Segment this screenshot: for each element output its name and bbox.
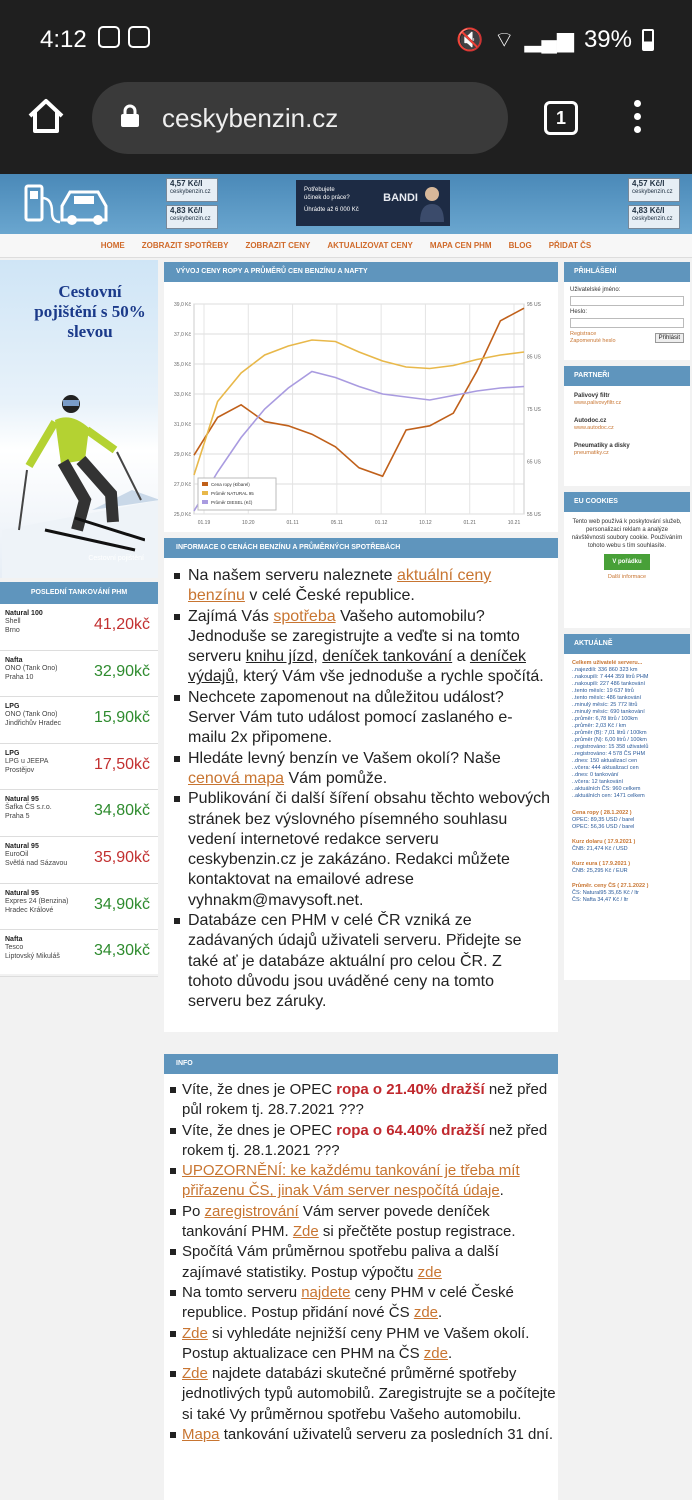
y-tick-label: 39,0 Kč (174, 302, 191, 308)
username-label: Uživatelské jméno: (570, 287, 621, 293)
list-item: Víte, že dnes je OPEC ropa o 21.40% dražší než před půl rokem tj. 28.7.2021 ??? (182, 1080, 558, 1121)
fuel-price: 34,80kč (93, 802, 150, 820)
ad-line: účinek do práce? (304, 195, 350, 201)
station-name: LPG u JEEPA (5, 757, 49, 765)
station-city: Praha 5 (5, 813, 30, 821)
fuel-price: 34,90kč (93, 895, 150, 913)
lock-icon (120, 104, 140, 128)
right-sidebar (564, 262, 690, 986)
station-city: Prostějov (5, 766, 35, 774)
stat-line: ..tento měsíc: 486 tankování (572, 695, 642, 701)
mini-price-widget[interactable]: 4,57 Kč/l ceskybenzin.cz (166, 178, 218, 202)
usd-rate: ČNB: 21,474 Kč / USD (572, 846, 628, 852)
price-map-link[interactable]: cenová mapa (188, 769, 285, 787)
x-tick-label: 10.20 (242, 520, 255, 526)
web-page (0, 174, 692, 1500)
y2-tick-label: 95 US (527, 302, 541, 308)
station-name: ONO (Tank Ono) (5, 664, 58, 672)
chart-title: VÝVOJ CENY ROPY A PRŮMĚRŮ CEN BENZÍNU A NAFTY (164, 262, 558, 282)
cookies-accept-button[interactable]: V pořádku (604, 554, 650, 570)
browser-toolbar (0, 82, 692, 174)
list-item: Na našem serveru naleznete aktuální ceny benzínu v celé České republice. (188, 566, 550, 607)
fuel-price: 17,50kč (93, 755, 150, 773)
current-stats-title: AKTUÁLNĚ (564, 634, 690, 654)
list-item: Na tomto serveru najdete ceny PHM v celé České republice. Postup přidání nové ČS zde. (182, 1283, 558, 1324)
stat-line: ..průměr: 2,03 Kč / km (572, 723, 627, 729)
mute-icon: 🔇 (456, 27, 484, 52)
stats-head: Celkem uživatelé serveru... (572, 660, 643, 666)
password-label: Heslo: (570, 309, 588, 315)
x-tick-label: 10.21 (507, 520, 521, 526)
list-item: Publikování či další šíření obsahu těchto webových stránek bez výslovného písemného souhlasu vedení internetové redakce serveru ceskybenzin.cz je zakázáno. Redakci můžete kontaktovat na emailové adrese vyhnakm@mavysoft.net. (188, 789, 550, 911)
refuel-row[interactable] (0, 697, 158, 744)
register-link[interactable]: Registrace (570, 331, 597, 337)
fuel-type: Natural 95 (5, 796, 39, 804)
avg-price-head: Průměr. ceny ČS ( 27.1.2022 ) (572, 883, 649, 889)
signal-icon: ▂▄▆ (524, 27, 574, 52)
registration-guide-link[interactable]: Zde (292, 1223, 319, 1241)
ad-line: Úhrádte až 6 000 Kč (304, 207, 359, 213)
tab-count-button[interactable]: 1 (544, 101, 578, 135)
fuel-type: Nafta (5, 656, 23, 664)
stat-line: ..dnes: 0 tankování (572, 772, 619, 778)
consumption-db-link[interactable]: Zde (182, 1365, 208, 1383)
info-news-list (164, 1074, 558, 1445)
cookies-text: Tento web používá k poskytování služeb, personalizaci reklam a analýze návštěvnosti soubory cookie. Používáním tohoto webu s tím souhlasíte. (571, 519, 683, 549)
refuel-row[interactable] (0, 744, 158, 791)
info-list (164, 558, 558, 1013)
stat-line: ..minulý měsíc: 25 772 litrů (572, 702, 638, 708)
add-station-guide-link[interactable]: zde (413, 1304, 438, 1322)
fuel-price: 32,90kč (93, 662, 150, 680)
y2-tick-label: 85 US (527, 354, 541, 361)
list-item: Zde si vyhledáte nejnižší ceny PHM ve Vašem okolí. Postup aktualizace cen PHM na ČS zde. (182, 1324, 558, 1365)
nav-home[interactable]: HOME (100, 241, 125, 250)
address-bar[interactable] (92, 82, 508, 154)
stat-line: ..průměr (B): 7,01 litrů / 100km (572, 730, 647, 736)
stat-line: ..včera: 444 aktualizací cen (572, 765, 639, 771)
nav-blog[interactable]: BLOG (508, 241, 532, 250)
info-news-panel (164, 1054, 558, 1500)
refuel-map-link[interactable]: Mapa (182, 1426, 220, 1444)
x-tick-label: 10.12 (419, 520, 432, 526)
ad-brand: Cestovní pojištění (88, 555, 144, 562)
station-city: Jindřichův Hradec (5, 720, 62, 728)
list-item: Po zaregistrování Vám server povede deníček tankování PHM. Zde si přečtěte postup registrace. (182, 1202, 558, 1243)
login-title: PŘIHLÁŠENÍ (564, 262, 690, 282)
nav-mapa-cen[interactable]: MAPA CEN PHM (429, 241, 492, 250)
ad-line: Potřebujete (304, 187, 335, 193)
legend-label: Cena ropy (€/barel) (211, 482, 250, 487)
battery-icon (642, 29, 654, 51)
partner-item[interactable]: Autodoc.cz (574, 418, 607, 424)
cookies-more-link[interactable]: Další informace (607, 574, 647, 580)
y2-tick-label: 55 US (527, 512, 541, 518)
forgot-password-link[interactable]: Zapomenuté heslo (570, 338, 616, 344)
eur-rate: ČNB: 25,295 Kč / EUR (572, 868, 628, 874)
station-name: Shell (5, 618, 21, 625)
station-name: Tesco (5, 944, 24, 952)
update-guide-link[interactable]: zde (423, 1344, 448, 1362)
calc-guide-link[interactable]: zde (417, 1263, 442, 1281)
stat-line: ..registrováno: 15 358 uživatelů (572, 744, 649, 750)
x-tick-label: 01.11 (286, 520, 299, 526)
fuel-price: 41,20kč (93, 616, 150, 633)
stat-line: ..aktuálních cen: 1471 celkem (572, 793, 645, 799)
recent-refuels-list (0, 604, 158, 977)
legend-label: Průměr NATURAL 95 (211, 491, 254, 496)
info-news-title: INFO (164, 1054, 558, 1074)
legend-label: Průměr DIESEL (Kč) (211, 500, 253, 505)
refuel-row[interactable] (0, 790, 158, 837)
station-name: ONO (Tank Ono) (5, 711, 58, 719)
refuel-diary-link[interactable]: deníček tankování (322, 648, 453, 666)
more-menu-icon[interactable] (630, 100, 644, 140)
stat-line: ..najezdili: 336 860 323 km (572, 667, 638, 673)
instagram-icon (98, 26, 120, 48)
warning-link[interactable]: ke každému tankování je třeba mít přiřazenu ČS, jinak Vám server nespočítá údaje (182, 1162, 520, 1200)
fuel-type: LPG (5, 703, 20, 711)
partners-box (564, 366, 690, 486)
site-nav (0, 234, 692, 258)
site-header (0, 174, 692, 234)
list-item: Hledáte levný benzín ve Vašem okolí? Naše cenová mapa Vám pomůže. (188, 749, 550, 790)
y-tick-label: 31,0 Kč (174, 422, 191, 428)
notification-icons (98, 26, 150, 48)
station-name: Expres 24 (Benzina) (5, 897, 69, 905)
current-prices-link[interactable]: aktuální ceny benzínu (188, 567, 492, 605)
eur-rate-head: Kurz eura ( 17.9.2021 ) (572, 861, 631, 867)
current-stats-box (564, 634, 690, 980)
recent-refuels-title: POSLEDNÍ TANKOVÁNÍ PHM (0, 582, 158, 604)
station-city: Liptovský Mikuláš (5, 953, 60, 961)
stat-line: ..tento měsíc: 19 637 litrů (572, 688, 634, 694)
oil-price-line: OPEC: 89,35 USD / barel (572, 817, 635, 823)
ad-title: Cestovní pojištění s 50% slevou (34, 282, 146, 341)
home-icon[interactable] (26, 96, 66, 136)
list-item: Mapa tankování uživatelů serveru za posledních 31 dní. (182, 1425, 558, 1445)
fuel-type: Natural 95 (5, 889, 39, 897)
stat-line: ..minulý měsíc: 690 tankování (572, 709, 645, 715)
legend-swatch (202, 482, 208, 486)
ad-brand: BANDI (383, 192, 418, 204)
list-item: Databáze cen PHM v celé ČR vzniká ze zadávaných údajů uživateli serveru. Přidejte se také ať je databáze aktuální pro celou ČR. Z tohoto důvodu jsou uváděné ceny na tomto serveru bez záruky. (188, 911, 550, 1012)
ad-person-image (418, 184, 446, 222)
fuel-type: Natural 95 (5, 842, 39, 850)
expense-diary-link[interactable]: deníček výdajů (188, 648, 526, 686)
station-city: Světlá nad Sázavou (5, 859, 68, 867)
y2-tick-label: 75 US (527, 407, 541, 413)
station-name: Šafka ČS s.r.o. (5, 804, 52, 812)
partners-title: PARTNEŘI (564, 366, 690, 386)
stat-line: ..nakoupili: 227 486 tankování (572, 681, 646, 687)
refuel-row[interactable] (0, 884, 158, 931)
site-logo-icon[interactable] (22, 178, 114, 230)
refuel-row[interactable] (0, 837, 158, 884)
station-city: Hradec Králové (5, 906, 54, 914)
status-bar (0, 0, 692, 82)
partner-item[interactable]: Palivový filtr (574, 393, 610, 399)
partner-link-line: www.palivovyfiltr.cz (574, 400, 622, 406)
fuel-type: Nafta (5, 936, 23, 944)
list-item: Zde najdete databázi skutečné průměrné spotřeby jednotlivých typů automobilů. Zaregistrujte se a počítejte si také Vy průměrnou spotřebu Vašeho automobilu. (182, 1364, 558, 1425)
partner-link-line: www.autodoc.cz (574, 425, 614, 431)
refuel-row[interactable] (0, 651, 158, 698)
x-tick-label: 01.21 (463, 520, 476, 526)
trip-book-link[interactable]: knihu jízd (245, 648, 314, 666)
x-tick-label: 01.12 (374, 520, 388, 526)
y-tick-label: 37,0 Kč (174, 332, 191, 338)
stat-line: ..včera: 12 tankování (572, 779, 624, 785)
mini-price-widget[interactable]: 4,83 Kč/l ceskybenzin.cz (628, 205, 680, 229)
list-item: Zajímá Vás spotřeba Vašeho automobilu? Jednoduše se zaregistrujte a veďte si na tomto serveru knihu jízd, deníček tankování a deníček výdajů, který Vám vše jednoduše a rychle spočítá. (188, 607, 550, 688)
url-text[interactable]: ceskybenzin.cz (162, 103, 339, 133)
insurance-ad[interactable] (0, 260, 158, 578)
system-icons (456, 26, 654, 54)
y2-tick-label: 65 US (527, 459, 541, 466)
station-city: Brno (5, 627, 20, 634)
fuel-type: Natural 100 (5, 610, 43, 617)
login-button[interactable]: Přihlásit (655, 333, 684, 343)
nav-zobrazit-spotreby[interactable]: ZOBRAZIT SPOTŘEBY (141, 241, 229, 250)
nav-zobrazit-ceny[interactable]: ZOBRAZIT CENY (245, 241, 311, 250)
wifi-icon: ⌔ (493, 27, 515, 52)
password-input[interactable] (570, 318, 684, 328)
stats-list (572, 667, 682, 800)
stat-line: ..průměr: 6,78 litrů / 100km (572, 716, 638, 722)
stat-line: ..registrováno: 4 578 ČS PHM (572, 751, 646, 757)
clock: 4:12 (40, 26, 87, 53)
legend-swatch (202, 491, 208, 495)
nav-aktualizovat-ceny[interactable]: AKTUALIZOVAT CENY (327, 241, 413, 250)
station-name: EuroOil (5, 850, 29, 858)
avg-price-line: ČS: Natural95 35,65 Kč / ltr (572, 890, 639, 896)
info-title: INFORMACE O CENÁCH BENZÍNU A PRŮMĚRNÝCH SPOTŘEBÁCH (164, 538, 558, 558)
mini-price-widget[interactable]: 4,57 Kč/l ceskybenzin.cz (628, 178, 680, 202)
y-tick-label: 29,0 Kč (174, 452, 191, 458)
stat-line: ..nakoupili: 7 444 359 litrů PHM (572, 674, 649, 680)
y-tick-label: 25,0 Kč (174, 512, 191, 518)
register-link[interactable]: zaregistrování (204, 1202, 299, 1220)
gallery-icon (128, 26, 150, 48)
oil-price-line: OPEC: 56,36 USD / barel (572, 824, 635, 830)
skier-image (15, 390, 145, 560)
header-ad-banner[interactable] (296, 180, 450, 226)
info-panel (164, 538, 558, 1032)
battery-percent: 39% (583, 26, 632, 53)
fuel-price: 15,90kč (93, 709, 150, 727)
login-box (564, 262, 690, 360)
stat-line: ..průměr (N): 6,00 litrů / 100km (572, 737, 647, 743)
partner-item[interactable]: Pneumatiky a disky (574, 443, 630, 449)
price-chart-panel (164, 262, 558, 532)
list-item: Nechcete zapomenout na důležitou událost? Server Vám tuto událost pomocí zaslaného e-mailu 2x připomene. (188, 688, 550, 749)
y-tick-label: 35,0 Kč (174, 362, 191, 368)
cookies-box (564, 492, 690, 628)
legend-swatch (202, 500, 208, 504)
x-tick-label: 01.19 (197, 520, 211, 526)
fuel-type: LPG (5, 749, 20, 757)
stat-line: ..dnes: 150 aktualizací cen (572, 758, 638, 764)
usd-rate-head: Kurz dolaru ( 17.9.2021 ) (572, 839, 636, 845)
nav-pridat-cs[interactable]: PŘIDAT ČS (548, 241, 592, 250)
list-item: Víte, že dnes je OPEC ropa o 64.40% dražší než před rokem tj. 28.1.2021 ??? (182, 1121, 558, 1162)
cookies-title: EU COOKIES (564, 492, 690, 512)
find-prices-link[interactable]: najdete (301, 1283, 351, 1301)
username-input[interactable] (570, 296, 684, 306)
oil-price-head: Cena ropy ( 28.1.2022 ) (572, 810, 632, 816)
refuel-row[interactable] (0, 604, 158, 651)
consumption-link[interactable]: spotřeba (273, 607, 336, 625)
fuel-price: 34,30kč (93, 942, 150, 960)
list-item: UPOZORNĚNÍ: ke každému tankování je třeba mít přiřazenu ČS, jinak Vám server nespočítá údaje. (182, 1161, 558, 1202)
fuel-price: 35,90kč (93, 848, 150, 866)
x-tick-label: 05.11 (330, 520, 343, 526)
recent-refuels-box (0, 582, 158, 974)
stat-line: ..aktuálních ČS: 960 celkem (572, 786, 641, 792)
refuel-row[interactable] (0, 930, 158, 977)
lowest-prices-link[interactable]: Zde (182, 1324, 208, 1342)
y-tick-label: 33,0 Kč (174, 392, 191, 398)
price-chart (164, 282, 558, 532)
partner-link-line: pneumatiky.cz (574, 450, 609, 456)
y-tick-label: 27,0 Kč (174, 482, 191, 488)
list-item: Spočítá Vám průměrnou spotřebu paliva a další zajímavé statistiky. Postup výpočtu zde (182, 1242, 558, 1283)
mini-price-widget[interactable]: 4,83 Kč/l ceskybenzin.cz (166, 205, 218, 229)
avg-price-line: ČS: Nafta 34,47 Kč / ltr (572, 897, 629, 903)
station-city: Praha 10 (5, 673, 34, 681)
